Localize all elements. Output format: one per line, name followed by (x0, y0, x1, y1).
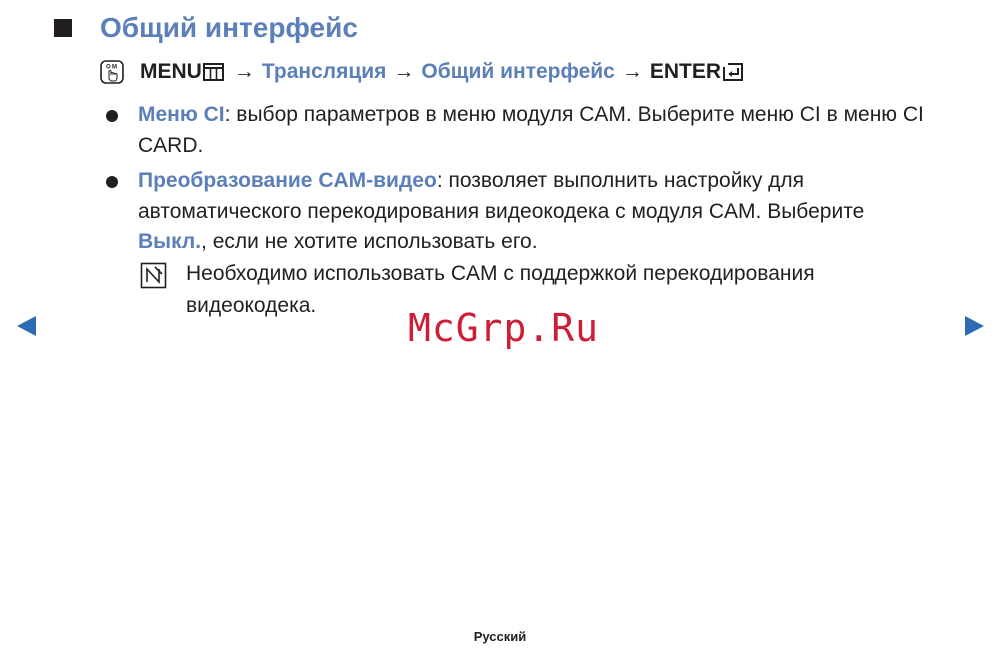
next-page-arrow-icon[interactable] (965, 316, 984, 336)
item-text: : позволяет выполнить настройку для автоматического перекодирования видеокодека с модуля CAM. Выберите (138, 169, 865, 223)
list-item (104, 166, 934, 258)
section-header (54, 10, 358, 46)
square-bullet-icon (54, 19, 72, 37)
item-term: Преобразование CAM-видео (138, 169, 437, 192)
svg-text:M: M (112, 64, 117, 71)
bullet-dot (106, 110, 118, 122)
note-icon (140, 262, 167, 289)
item-term: Меню CI (138, 103, 225, 126)
note-text: Необходимо использовать CAM с поддержкой перекодирования видеокодека. (186, 262, 815, 317)
menu-label: MENU (140, 60, 202, 83)
menu-path (100, 57, 744, 87)
path-broadcast: Трансляция (261, 60, 387, 83)
path-arrow: → (233, 60, 255, 83)
item-term-off: Выкл. (138, 230, 202, 253)
item-text: : выбор параметров в меню модуля CAM. Выберите меню CI в меню CI CARD. (138, 103, 924, 157)
path-common-interface: Общий интерфейс (421, 60, 615, 83)
path-arrow: → (393, 60, 415, 83)
enter-icon (722, 62, 744, 82)
menu-icon (203, 63, 224, 81)
list-item (104, 100, 934, 161)
prev-page-arrow-icon[interactable] (17, 316, 36, 336)
option-list (104, 100, 934, 263)
footer-language: Русский (473, 629, 527, 644)
path-arrow: → (621, 60, 643, 83)
om-touch-icon (100, 60, 124, 84)
item-text: , если не хотите использовать его. (201, 230, 538, 253)
watermark: McGrp.Ru (408, 306, 600, 350)
page-title: Общий интерфейс (100, 12, 358, 43)
svg-text:O: O (106, 64, 111, 71)
enter-label: ENTER (649, 60, 722, 83)
bullet-dot (106, 176, 118, 188)
